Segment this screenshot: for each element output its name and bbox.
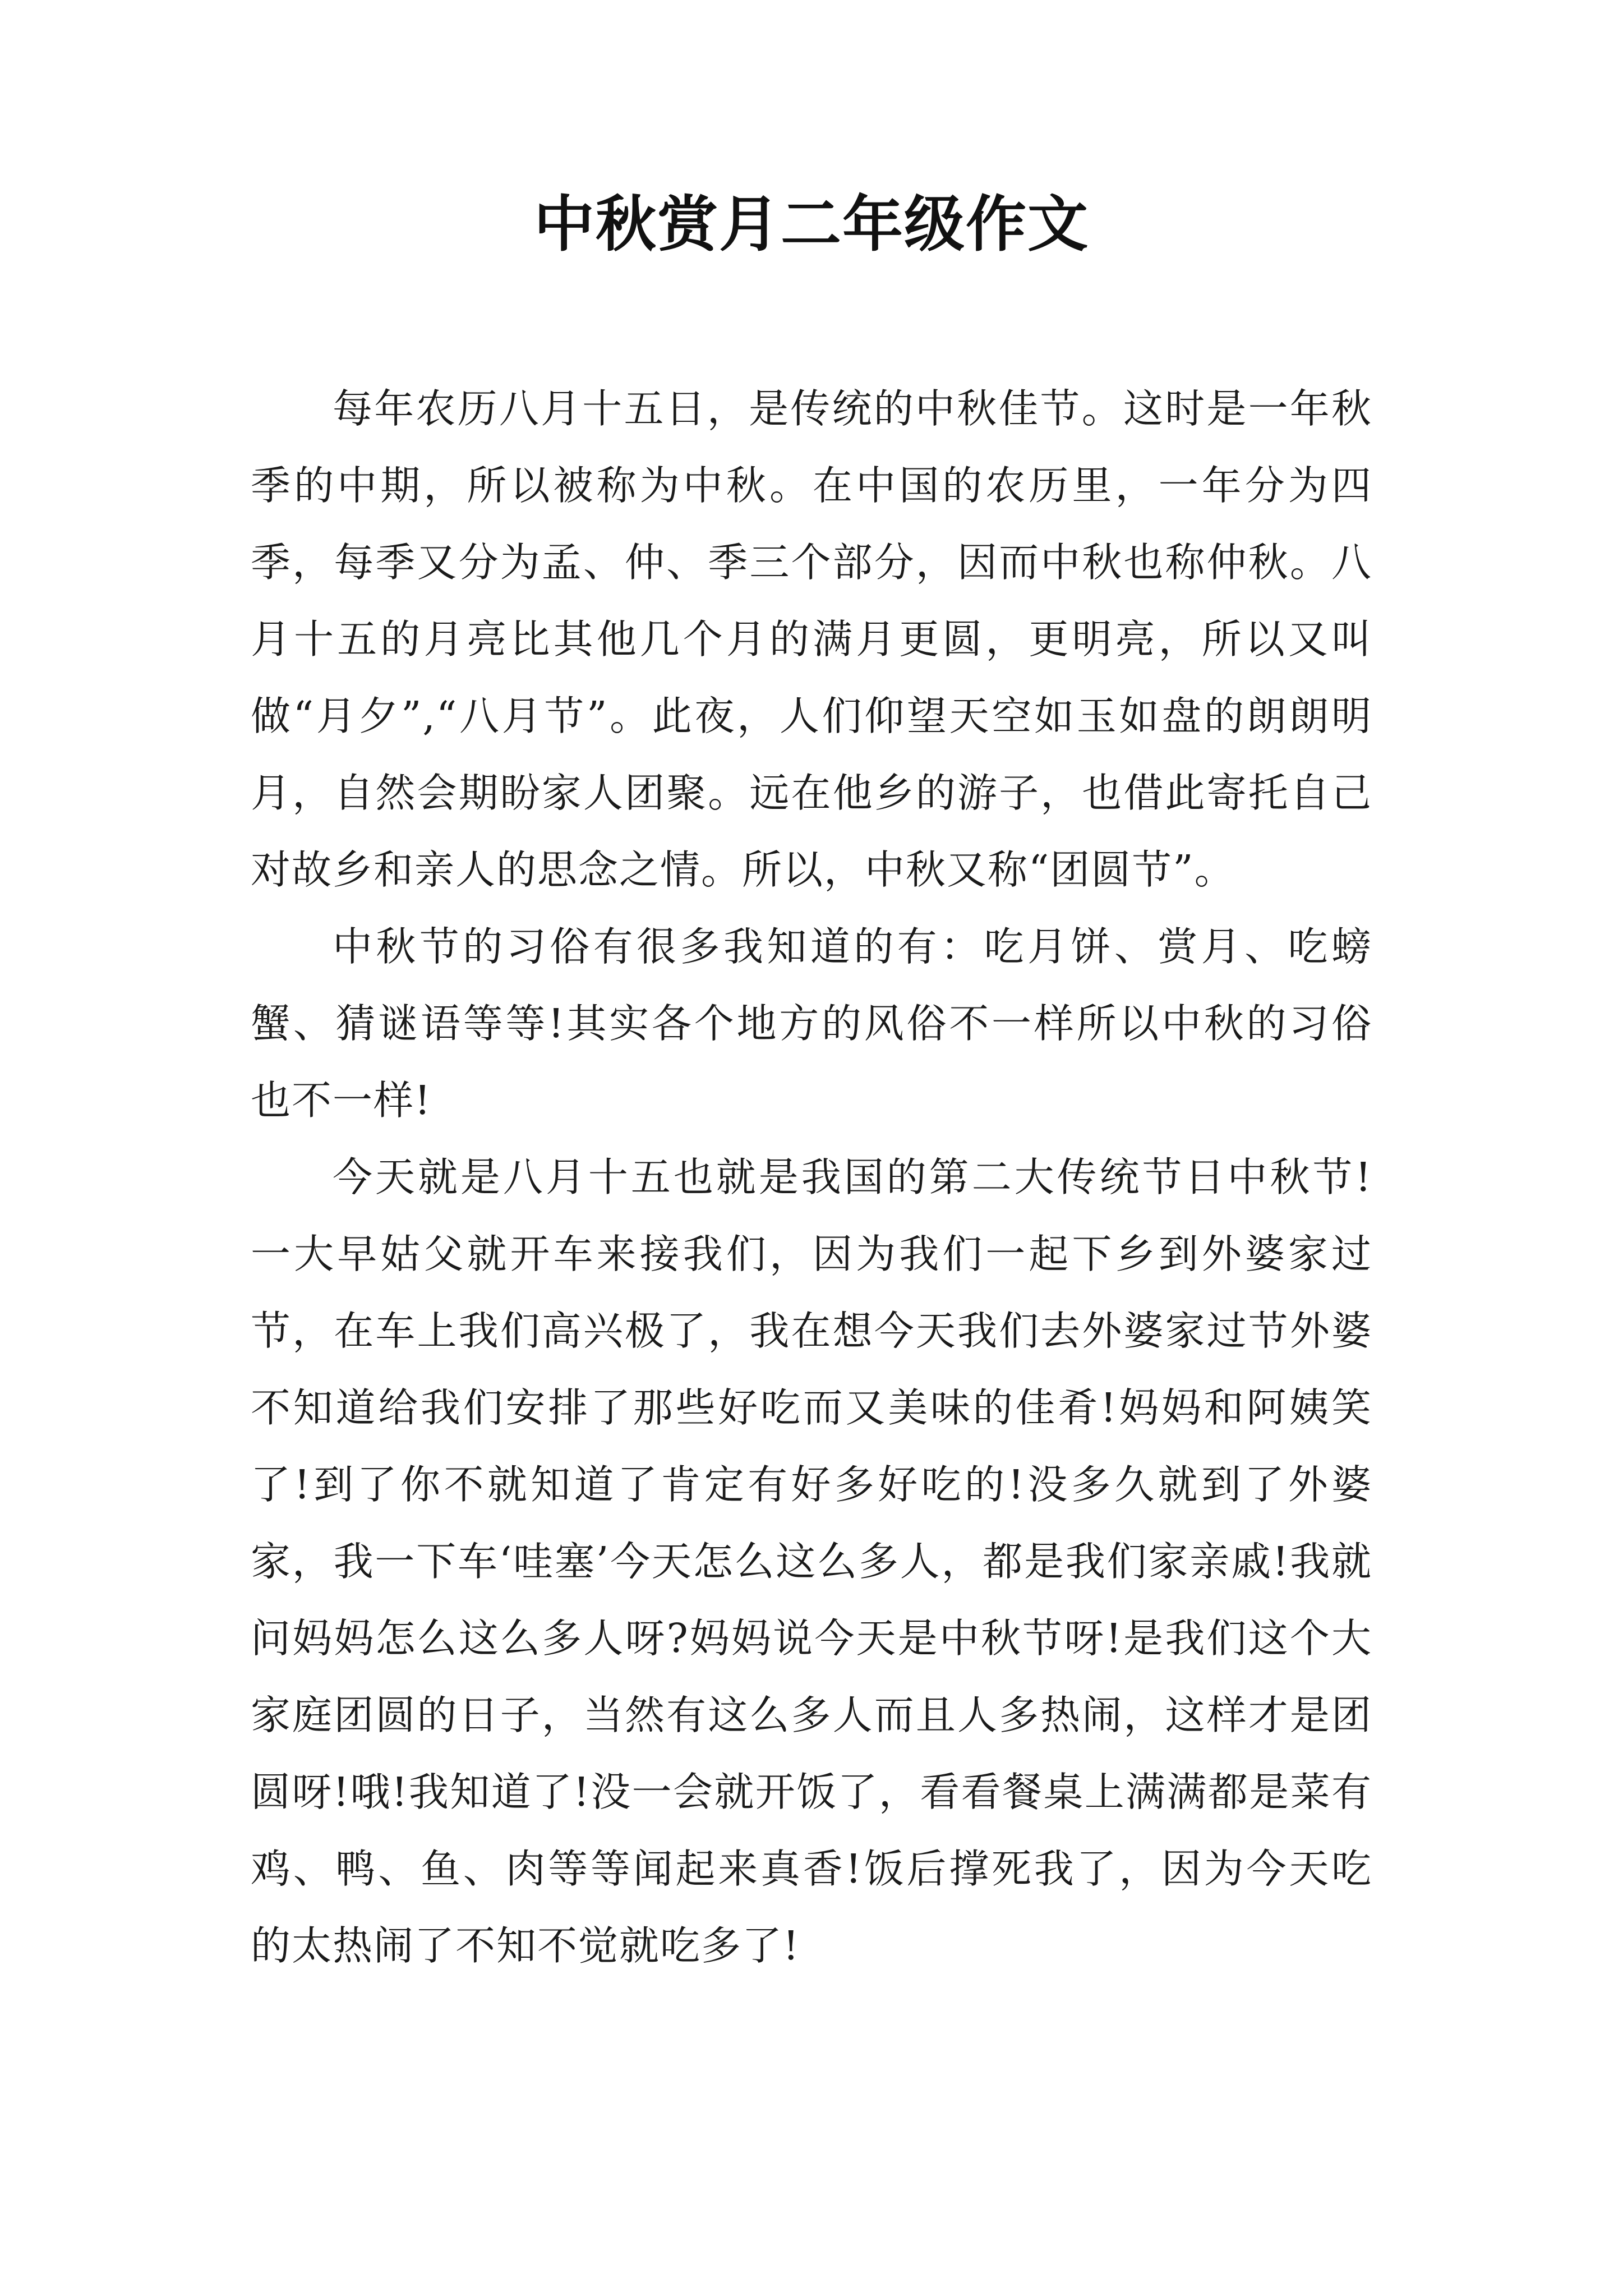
document-title: 中秋赏月二年级作文 <box>533 189 1089 260</box>
document-body <box>251 370 1372 1984</box>
paragraph-2: 中秋节的习俗有很多我知道的有：吃月饼、赏月、吃螃蟹、猜谜语等等!其实各个地方的风俗不一样所以中秋的习俗也不一样! <box>251 923 1372 1124</box>
paragraph-1: 每年农历八月十五日，是传统的中秋佳节。这时是一年秋季的中期，所以被称为中秋。在中国的农历里，一年分为四季，每季又分为孟、仲、季三个部分，因而中秋也称仲秋。八月十五的月亮比其他几个月的满月更圆，更明亮，所以又叫做“月夕”,“八月节”。此夜，人们仰望天空如玉如盘的朗朗明月，自然会期盼家人团聚。远在他乡的游子，也借此寄托自己对故乡和亲人的思念之情。所以，中秋又称“团圆节”。 <box>251 385 1372 893</box>
paragraph-3: 今天就是八月十五也就是我国的第二大传统节日中秋节!一大早姑父就开车来接我们，因为我们一起下乡到外婆家过节，在车上我们高兴极了，我在想今天我们去外婆家过节外婆不知道给我们安排了那些好吃而又美味的佳肴!妈妈和阿姨笑了!到了你不就知道了肯定有好多好吃的!没多久就到了外婆家，我一下车‘哇塞’今天怎么这么多人，都是我们家亲戚!我就问妈妈怎么这么多人呀?妈妈说今天是中秋节呀!是我们这个大家庭团圆的日子，当然有这么多人而且人多热闹，这样才是团圆呀!哦!我知道了!没一会就开饭了，看看餐桌上满满都是菜有鸡、鸭、鱼、肉等等闻起来真香!饭后撑死我了，因为今天吃的太热闹了不知不觉就吃多了! <box>251 1154 1372 1969</box>
